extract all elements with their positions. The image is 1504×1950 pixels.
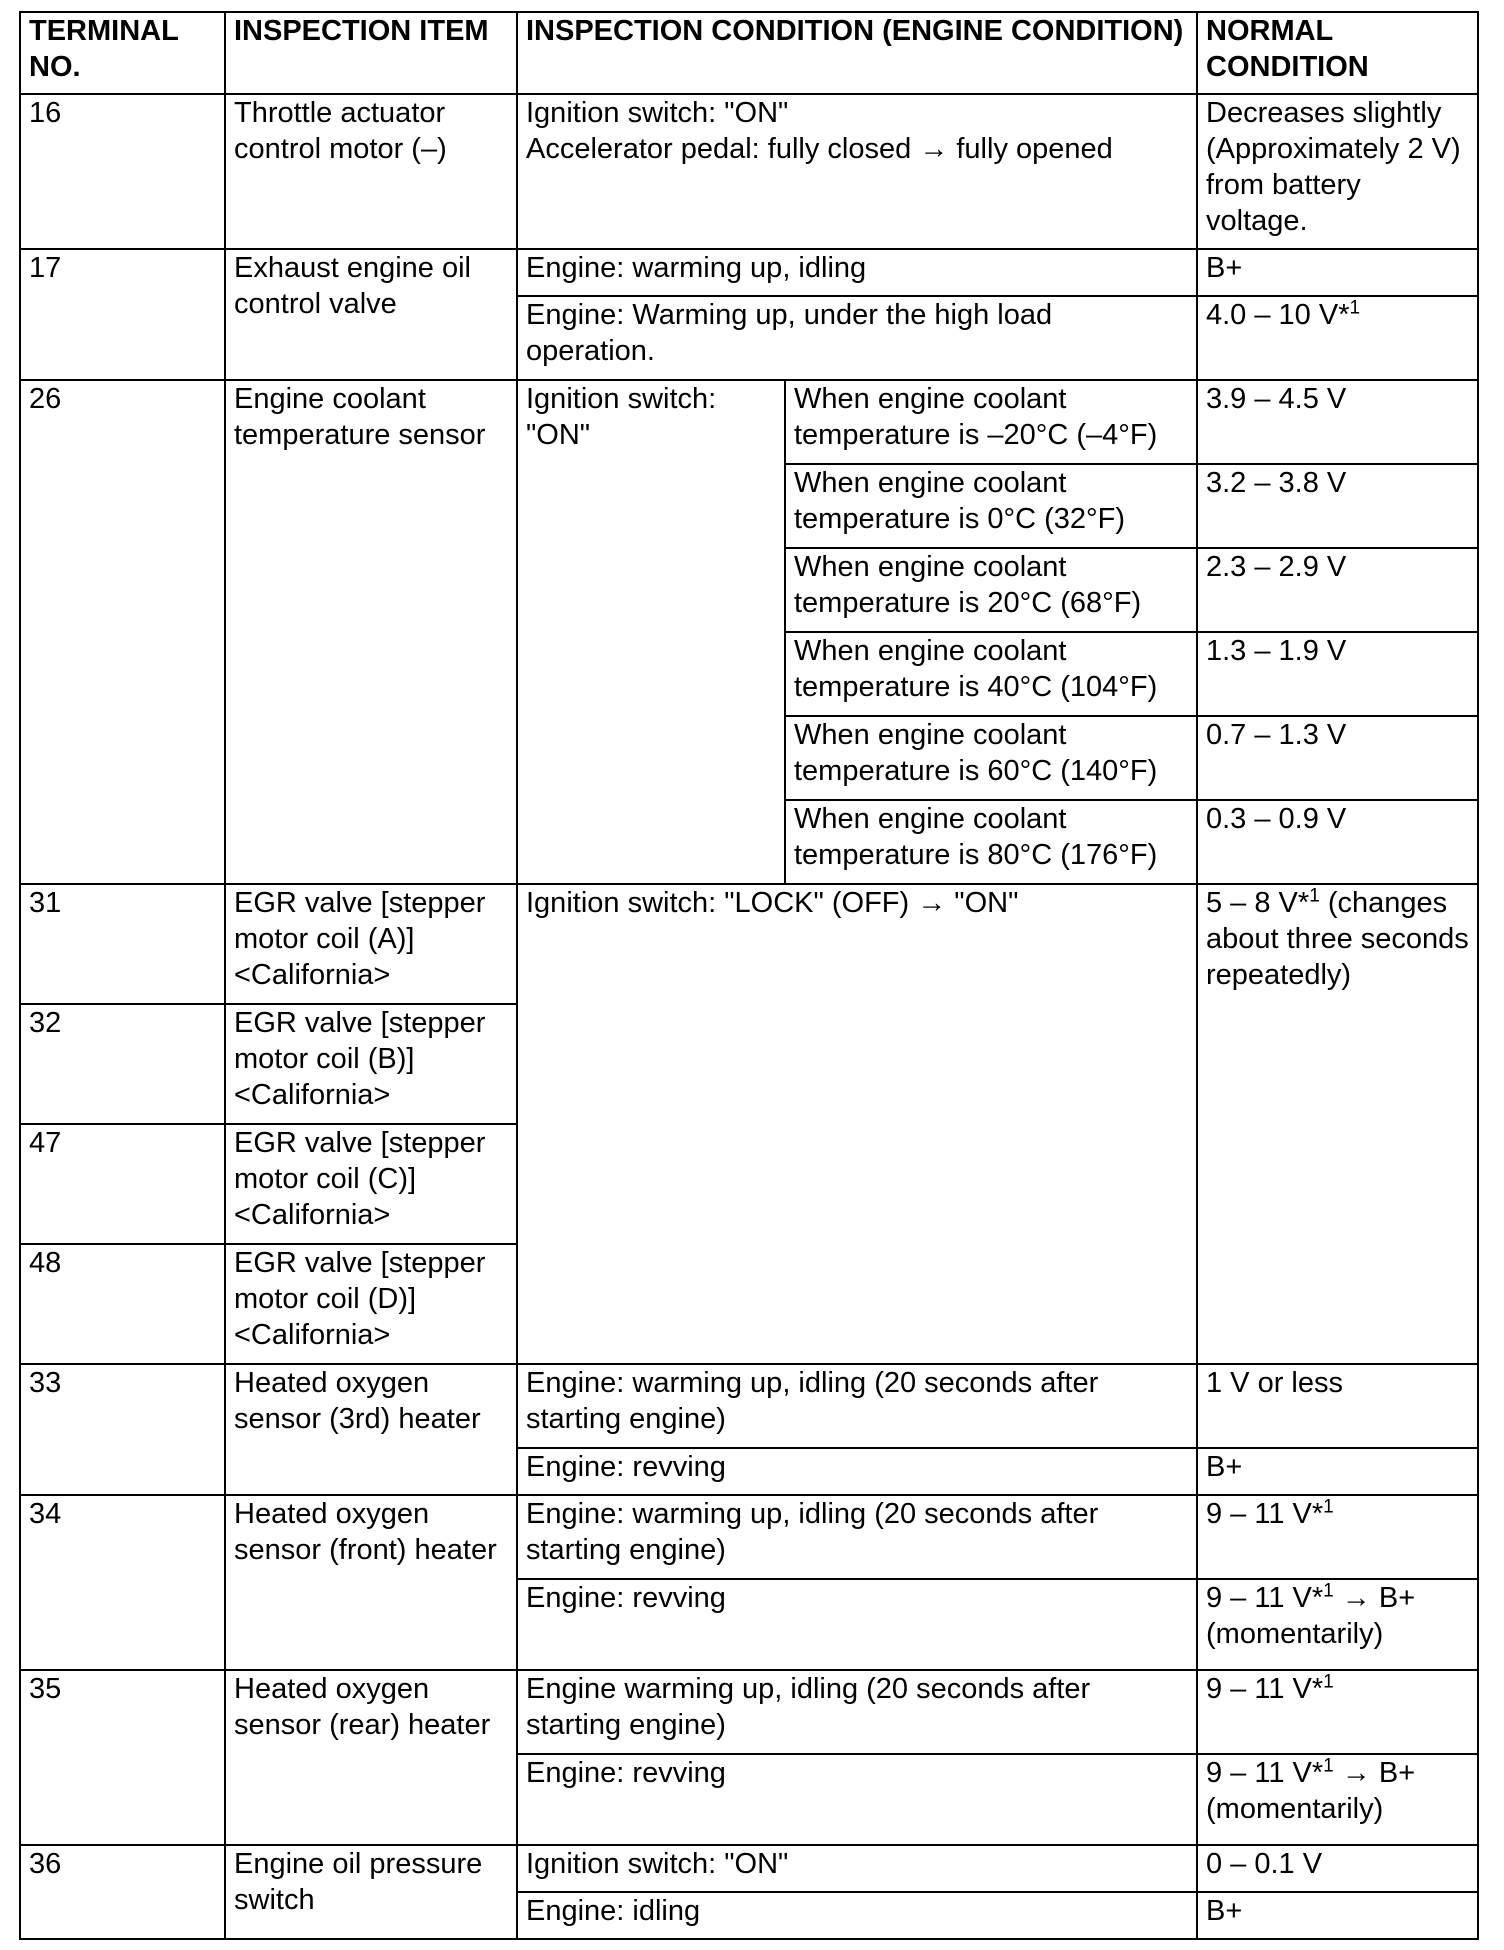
table-row [20,249,1478,296]
normal-condition: 1.3 – 1.9 V [1197,632,1478,716]
inspection-item: Heated oxygen sensor (front) heater [225,1495,517,1670]
normal-value: 9 – 11 V* [1206,1757,1324,1789]
normal-condition: B+ [1197,1892,1478,1939]
normal-condition: 1 V or less [1197,1364,1478,1448]
terminal-no: 32 [20,1004,225,1124]
inspection-condition: Ignition switch: "ON" [517,380,785,884]
terminal-no: 31 [20,884,225,1004]
normal-condition: 0.3 – 0.9 V [1197,800,1478,884]
table-row [20,94,1478,249]
normal-value: 9 – 11 V* [1206,1582,1324,1614]
inspection-condition: Engine: warming up, idling (20 seconds after starting engine) [517,1364,1197,1448]
normal-condition: 3.2 – 3.8 V [1197,464,1478,548]
inspection-condition: Engine: warming up, idling [517,249,1197,296]
terminal-no: 33 [20,1364,225,1495]
table-row [20,1670,1478,1754]
normal-condition: 0.7 – 1.3 V [1197,716,1478,800]
coolant-temp-condition: When engine coolant temperature is 0°C (32°F) [785,464,1197,548]
inspection-condition: Ignition switch: "LOCK" (OFF) → "ON" [517,884,1197,1364]
inspection-condition: Engine: Warming up, under the high load operation. [517,296,1197,380]
footnote-ref: 1 [1323,1671,1334,1693]
normal-condition: 2.3 – 2.9 V [1197,548,1478,632]
normal-condition: B+ [1197,249,1478,296]
normal-value: 5 – 8 V* [1206,887,1310,919]
terminal-no: 47 [20,1124,225,1244]
inspection-condition: Engine: warming up, idling (20 seconds after starting engine) [517,1495,1197,1579]
inspection-condition: Ignition switch: "ON" Accelerator pedal: fully closed → fully opened [517,94,1197,249]
inspection-item: Engine oil pressure switch [225,1845,517,1939]
normal-note: → B+ (momentarily) [1206,1582,1416,1650]
coolant-temp-condition: When engine coolant temperature is 20°C (68°F) [785,548,1197,632]
inspection-item: Throttle actuator control motor (–) [225,94,517,249]
terminal-no: 17 [20,249,225,380]
header-inspection-condition: INSPECTION CONDITION (ENGINE CONDITION) [517,12,1197,94]
table-row [20,380,1478,464]
coolant-temp-condition: When engine coolant temperature is –20°C (–4°F) [785,380,1197,464]
terminal-no: 16 [20,94,225,249]
table-row [20,884,1478,1004]
normal-note: (changes about three seconds repeatedly) [1206,887,1469,991]
normal-condition [1197,1579,1478,1670]
inspection-condition: Engine: revving [517,1448,1197,1495]
coolant-temp-condition: When engine coolant temperature is 60°C (140°F) [785,716,1197,800]
inspection-condition: Engine: revving [517,1579,1197,1670]
terminal-inspection-table [19,11,1479,1940]
inspection-condition: Engine: idling [517,1892,1197,1939]
table-row [20,1364,1478,1448]
footnote-ref: 1 [1323,1580,1334,1602]
inspection-condition: Engine warming up, idling (20 seconds after starting engine) [517,1670,1197,1754]
footnote-ref: 1 [1323,1496,1334,1518]
coolant-temp-condition: When engine coolant temperature is 80°C (176°F) [785,800,1197,884]
inspection-item: EGR valve [stepper motor coil (B)] <California> [225,1004,517,1124]
inspection-item: Engine coolant temperature sensor [225,380,517,884]
normal-condition: B+ [1197,1448,1478,1495]
terminal-no: 36 [20,1845,225,1939]
header-inspection-item: INSPECTION ITEM [225,12,517,94]
normal-note: → B+ (momentarily) [1206,1757,1416,1825]
footnote-ref: 1 [1349,297,1361,319]
normal-condition: 3.9 – 4.5 V [1197,380,1478,464]
normal-condition: 0 – 0.1 V [1197,1845,1478,1892]
inspection-item: EGR valve [stepper motor coil (C)] <California> [225,1124,517,1244]
footnote-ref: 1 [1323,1755,1334,1777]
header-terminal-no: TERMINAL NO. [20,12,225,94]
header-normal-condition: NORMAL CONDITION [1197,12,1478,94]
inspection-condition: Engine: revving [517,1754,1197,1845]
terminal-no: 48 [20,1244,225,1364]
coolant-temp-condition: When engine coolant temperature is 40°C (104°F) [785,632,1197,716]
inspection-item: EGR valve [stepper motor coil (D)] <California> [225,1244,517,1364]
table-row [20,1845,1478,1892]
terminal-no: 26 [20,380,225,884]
terminal-no: 35 [20,1670,225,1845]
table-row [20,1495,1478,1579]
inspection-condition: Ignition switch: "ON" [517,1845,1197,1892]
normal-condition [1197,1754,1478,1845]
normal-condition [1197,1670,1478,1754]
inspection-item: Heated oxygen sensor (3rd) heater [225,1364,517,1495]
inspection-item: Heated oxygen sensor (rear) heater [225,1670,517,1845]
normal-condition: Decreases slightly (Approximately 2 V) from battery voltage. [1197,94,1478,249]
normal-value: 9 – 11 V* [1206,1498,1324,1530]
footnote-ref: 1 [1309,885,1320,907]
normal-condition [1197,1495,1478,1579]
normal-value: 4.0 – 10 V* [1206,299,1350,331]
terminal-no: 34 [20,1495,225,1670]
normal-value: 9 – 11 V* [1206,1673,1324,1705]
normal-condition [1197,884,1478,1364]
normal-condition [1197,296,1478,380]
inspection-item: Exhaust engine oil control valve [225,249,517,380]
inspection-item: EGR valve [stepper motor coil (A)] <California> [225,884,517,1004]
